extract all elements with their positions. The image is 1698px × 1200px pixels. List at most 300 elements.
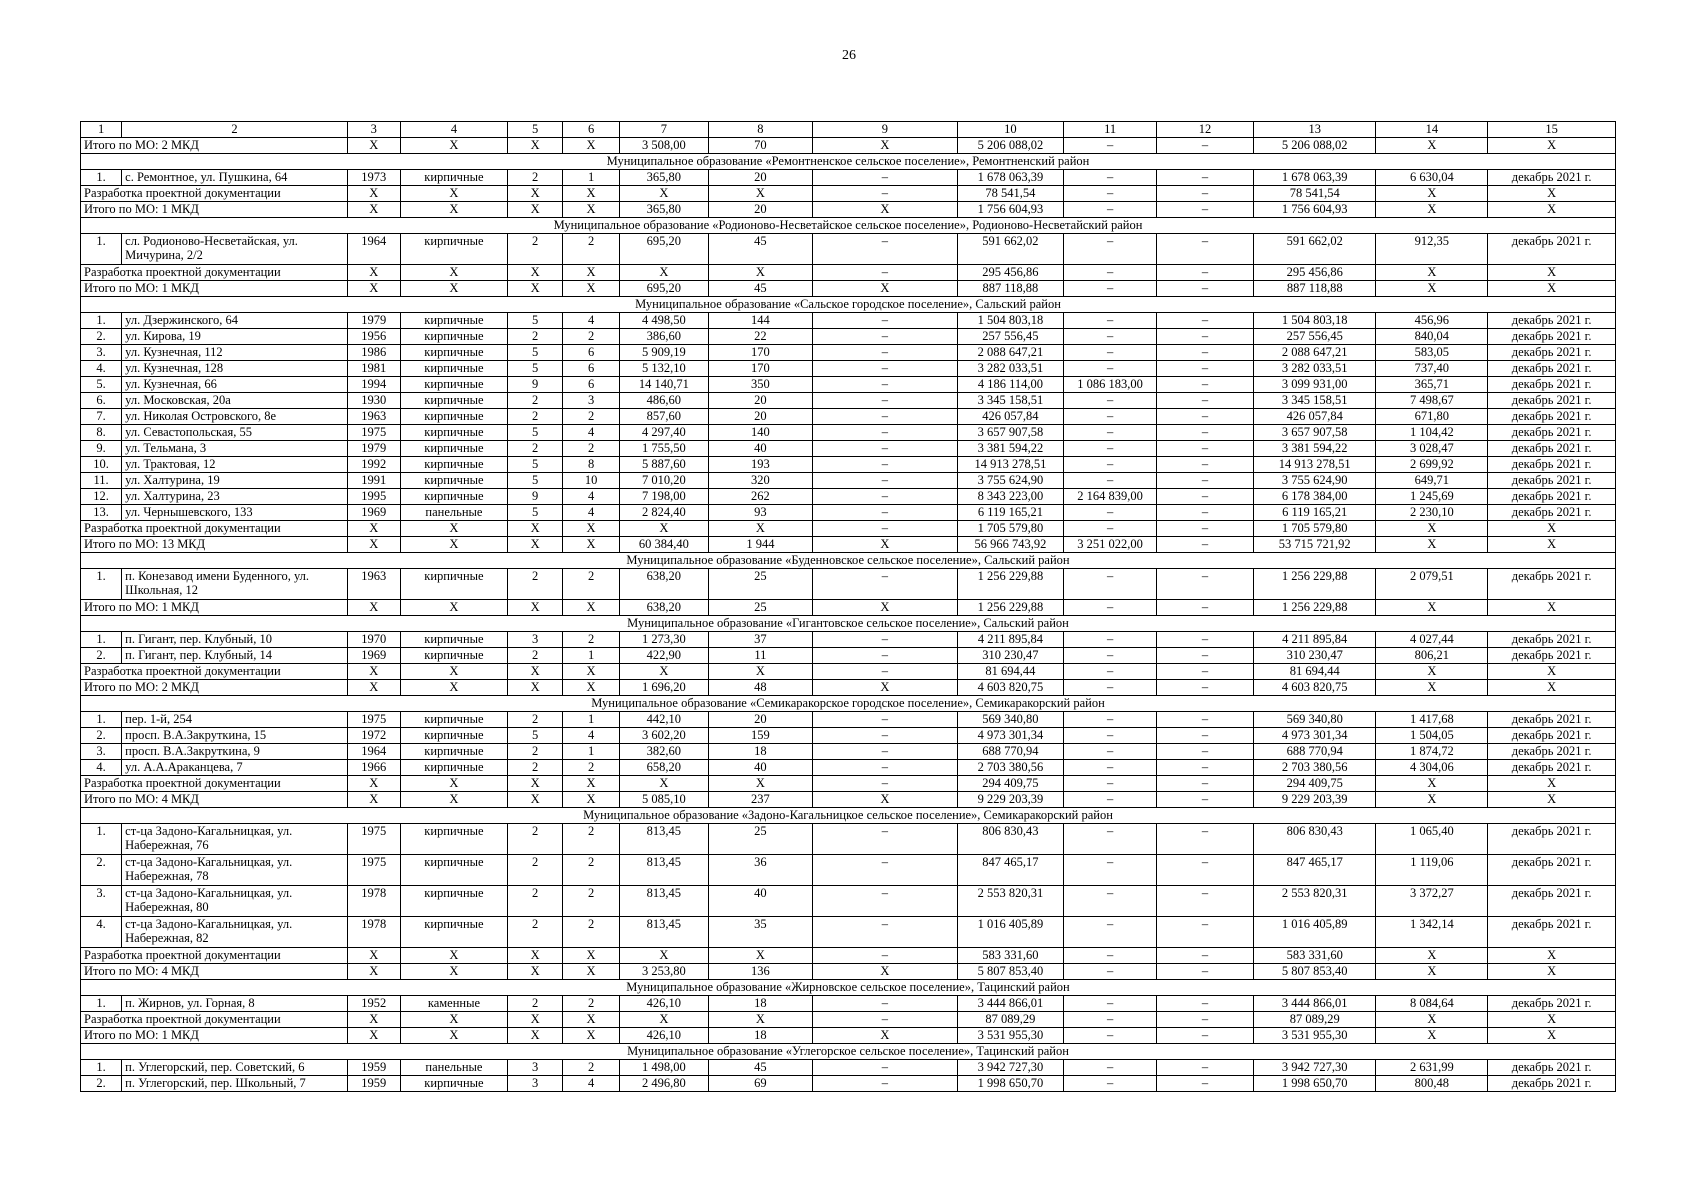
building-cell: декабрь 2021 г. [1488, 393, 1616, 409]
summary-cell: X [1376, 680, 1488, 696]
building-cell: 1966 [347, 760, 400, 776]
building-cell: 9 [508, 377, 563, 393]
summary-cell: X [400, 202, 508, 218]
building-cell: – [1064, 441, 1157, 457]
summary-cell: X [563, 600, 620, 616]
building-cell: – [1157, 313, 1254, 329]
building-cell: – [813, 329, 958, 345]
building-cell: 1 998 650,70 [1254, 1076, 1376, 1092]
building-cell: 2 164 839,00 [1064, 489, 1157, 505]
summary-label: Итого по МО: 1 МКД [81, 202, 348, 218]
summary-cell: – [1157, 948, 1254, 964]
building-cell: кирпичные [400, 569, 508, 600]
building-cell: 591 662,02 [1254, 234, 1376, 265]
building-cell: – [1064, 345, 1157, 361]
summary-cell: X [563, 1028, 620, 1044]
summary-cell: – [1064, 964, 1157, 980]
summary-cell: X [813, 964, 958, 980]
summary-cell: – [1157, 281, 1254, 297]
building-cell: 2 [563, 855, 620, 886]
column-number-row [81, 122, 1616, 138]
building-cell: 813,45 [620, 855, 709, 886]
building-cell: 2 [508, 329, 563, 345]
building-cell: 1 678 063,39 [1254, 170, 1376, 186]
building-cell: 4 498,50 [620, 313, 709, 329]
column-number-cell: 10 [957, 122, 1064, 138]
building-cell: – [1064, 886, 1157, 917]
row-number: 1. [81, 170, 122, 186]
building-cell: декабрь 2021 г. [1488, 457, 1616, 473]
building-cell: 1994 [347, 377, 400, 393]
summary-label: Разработка проектной документации [81, 1012, 348, 1028]
summary-cell: X [1488, 521, 1616, 537]
building-cell: 18 [708, 744, 812, 760]
building-row [81, 744, 1616, 760]
building-cell: кирпичные [400, 886, 508, 917]
building-cell: 36 [708, 855, 812, 886]
summary-cell: X [1488, 600, 1616, 616]
building-cell: – [1157, 345, 1254, 361]
building-cell: – [1157, 170, 1254, 186]
summary-cell: X [563, 680, 620, 696]
summary-cell: X [400, 948, 508, 964]
building-row [81, 441, 1616, 457]
municipality-section-row [81, 808, 1616, 824]
building-cell: 1991 [347, 473, 400, 489]
summary-cell: – [1064, 664, 1157, 680]
building-cell: 426 057,84 [957, 409, 1064, 425]
building-cell: – [1157, 473, 1254, 489]
building-row [81, 409, 1616, 425]
building-cell: – [1157, 855, 1254, 886]
building-cell: 3 755 624,90 [1254, 473, 1376, 489]
building-cell: 2 088 647,21 [957, 345, 1064, 361]
summary-cell: X [563, 792, 620, 808]
building-cell: 35 [708, 917, 812, 948]
building-cell: – [1064, 425, 1157, 441]
building-cell: 456,96 [1376, 313, 1488, 329]
building-cell: – [1157, 760, 1254, 776]
summary-row [81, 964, 1616, 980]
building-cell: декабрь 2021 г. [1488, 505, 1616, 521]
building-cell: – [1157, 505, 1254, 521]
summary-cell: X [508, 202, 563, 218]
building-cell: 193 [708, 457, 812, 473]
summary-cell: 1 705 579,80 [1254, 521, 1376, 537]
building-cell: 8 343 223,00 [957, 489, 1064, 505]
summary-cell: 3 508,00 [620, 138, 709, 154]
column-number-cell: 13 [1254, 122, 1376, 138]
summary-cell: X [708, 1012, 812, 1028]
building-cell: 2 699,92 [1376, 457, 1488, 473]
summary-cell: X [620, 521, 709, 537]
building-cell: – [813, 489, 958, 505]
building-address: ст-ца Задоно-Кагальницкая, ул. Набережная, 76 [122, 824, 348, 855]
summary-cell: X [563, 138, 620, 154]
building-cell: 3 381 594,22 [957, 441, 1064, 457]
building-cell: 2 [508, 760, 563, 776]
building-address: п. Конезавод имени Буденного, ул. Школьная, 12 [122, 569, 348, 600]
building-cell: 583,05 [1376, 345, 1488, 361]
summary-cell: 53 715 721,92 [1254, 537, 1376, 553]
building-cell: – [1157, 648, 1254, 664]
summary-cell: X [1376, 1012, 1488, 1028]
summary-cell: X [813, 600, 958, 616]
building-cell: 3 602,20 [620, 728, 709, 744]
building-cell: 8 084,64 [1376, 996, 1488, 1012]
row-number: 3. [81, 345, 122, 361]
municipality-section-row [81, 218, 1616, 234]
summary-row [81, 792, 1616, 808]
summary-row [81, 948, 1616, 964]
building-cell: – [813, 505, 958, 521]
building-cell: 170 [708, 345, 812, 361]
summary-cell: – [1064, 265, 1157, 281]
building-cell: 140 [708, 425, 812, 441]
summary-label: Разработка проектной документации [81, 664, 348, 680]
building-cell: кирпичные [400, 728, 508, 744]
summary-cell: 295 456,86 [1254, 265, 1376, 281]
building-cell: 3 444 866,01 [1254, 996, 1376, 1012]
building-cell: 20 [708, 170, 812, 186]
summary-cell: X [1376, 948, 1488, 964]
building-cell: 2 088 647,21 [1254, 345, 1376, 361]
building-cell: кирпичные [400, 441, 508, 457]
building-cell: 7 498,67 [1376, 393, 1488, 409]
summary-cell: X [1376, 1028, 1488, 1044]
building-cell: – [1157, 632, 1254, 648]
building-cell: 1975 [347, 425, 400, 441]
building-cell: 1 016 405,89 [1254, 917, 1376, 948]
municipality-section-row [81, 616, 1616, 632]
building-cell: 1 998 650,70 [957, 1076, 1064, 1092]
summary-cell: X [347, 1012, 400, 1028]
building-cell: 2 [508, 409, 563, 425]
summary-cell: 5 807 853,40 [1254, 964, 1376, 980]
building-cell: – [1064, 728, 1157, 744]
building-cell: 688 770,94 [1254, 744, 1376, 760]
building-cell: – [1157, 917, 1254, 948]
summary-cell: 426,10 [620, 1028, 709, 1044]
building-cell: 1981 [347, 361, 400, 377]
building-cell: – [1157, 441, 1254, 457]
summary-cell: X [813, 202, 958, 218]
summary-cell: X [508, 792, 563, 808]
row-number: 1. [81, 313, 122, 329]
building-row [81, 569, 1616, 600]
summary-cell: X [813, 537, 958, 553]
column-number-cell: 5 [508, 122, 563, 138]
building-cell: 3 372,27 [1376, 886, 1488, 917]
building-cell: декабрь 2021 г. [1488, 425, 1616, 441]
building-address: ул. Халтурина, 19 [122, 473, 348, 489]
summary-cell: 5 807 853,40 [957, 964, 1064, 980]
building-address: ст-ца Задоно-Кагальницкая, ул. Набережная, 78 [122, 855, 348, 886]
building-cell: 5 [508, 361, 563, 377]
row-number: 1. [81, 712, 122, 728]
building-cell: 8 [563, 457, 620, 473]
summary-cell: X [1376, 281, 1488, 297]
building-cell: 737,40 [1376, 361, 1488, 377]
building-cell: декабрь 2021 г. [1488, 744, 1616, 760]
row-number: 2. [81, 329, 122, 345]
building-cell: декабрь 2021 г. [1488, 1076, 1616, 1092]
summary-cell: X [400, 776, 508, 792]
building-cell: 2 [508, 170, 563, 186]
building-cell: – [813, 234, 958, 265]
building-row [81, 361, 1616, 377]
municipality-section-row [81, 696, 1616, 712]
building-cell: – [813, 996, 958, 1012]
column-number-cell: 2 [122, 122, 348, 138]
building-cell: 2 [508, 917, 563, 948]
building-row [81, 505, 1616, 521]
building-cell: декабрь 2021 г. [1488, 313, 1616, 329]
building-cell: – [1157, 712, 1254, 728]
building-cell: кирпичные [400, 648, 508, 664]
summary-row [81, 776, 1616, 792]
building-cell: – [813, 313, 958, 329]
summary-cell: X [1488, 680, 1616, 696]
building-cell: – [1157, 744, 1254, 760]
building-cell: 2 [563, 824, 620, 855]
summary-row [81, 186, 1616, 202]
building-cell: кирпичные [400, 457, 508, 473]
summary-cell: X [508, 521, 563, 537]
building-cell: декабрь 2021 г. [1488, 886, 1616, 917]
row-number: 4. [81, 760, 122, 776]
building-cell: 4 [563, 1076, 620, 1092]
building-cell: 4 027,44 [1376, 632, 1488, 648]
building-cell: 350 [708, 377, 812, 393]
building-row [81, 1076, 1616, 1092]
summary-row [81, 1028, 1616, 1044]
summary-cell: 4 603 820,75 [957, 680, 1064, 696]
summary-cell: X [508, 138, 563, 154]
summary-cell: X [563, 948, 620, 964]
building-cell: 912,35 [1376, 234, 1488, 265]
building-cell: – [813, 569, 958, 600]
building-cell: 1975 [347, 824, 400, 855]
building-cell: декабрь 2021 г. [1488, 569, 1616, 600]
summary-cell: X [400, 1028, 508, 1044]
summary-cell: 1 256 229,88 [1254, 600, 1376, 616]
building-cell: 3 028,47 [1376, 441, 1488, 457]
building-cell: 3 657 907,58 [1254, 425, 1376, 441]
building-cell: – [1064, 996, 1157, 1012]
building-cell: – [1064, 632, 1157, 648]
building-cell: 310 230,47 [1254, 648, 1376, 664]
building-cell: 3 381 594,22 [1254, 441, 1376, 457]
row-number: 1. [81, 996, 122, 1012]
building-cell: 2 [563, 886, 620, 917]
row-number: 2. [81, 728, 122, 744]
building-cell: 262 [708, 489, 812, 505]
building-cell: 2 553 820,31 [957, 886, 1064, 917]
summary-cell: – [1064, 600, 1157, 616]
summary-cell: – [1157, 680, 1254, 696]
building-cell: декабрь 2021 г. [1488, 712, 1616, 728]
summary-cell: X [508, 265, 563, 281]
summary-cell: X [400, 1012, 508, 1028]
summary-cell: X [347, 138, 400, 154]
building-cell: – [1157, 996, 1254, 1012]
summary-cell: X [508, 537, 563, 553]
building-address: сл. Родионово-Несветайская, ул. Мичурина, 2/2 [122, 234, 348, 265]
summary-cell: 87 089,29 [957, 1012, 1064, 1028]
building-row [81, 329, 1616, 345]
summary-cell: X [708, 265, 812, 281]
row-number: 6. [81, 393, 122, 409]
summary-cell: X [400, 537, 508, 553]
summary-cell: X [347, 664, 400, 680]
building-row [81, 728, 1616, 744]
building-cell: 20 [708, 393, 812, 409]
building-cell: кирпичные [400, 632, 508, 648]
summary-row [81, 281, 1616, 297]
building-cell: 7 010,20 [620, 473, 709, 489]
building-address: пер. 1-й, 254 [122, 712, 348, 728]
building-cell: 159 [708, 728, 812, 744]
building-cell: 1 065,40 [1376, 824, 1488, 855]
building-cell: кирпичные [400, 473, 508, 489]
summary-cell: X [347, 792, 400, 808]
building-cell: 486,60 [620, 393, 709, 409]
summary-label: Итого по МО: 2 МКД [81, 680, 348, 696]
building-cell: – [1064, 393, 1157, 409]
summary-cell: – [1064, 792, 1157, 808]
building-address: п. Гигант, пер. Клубный, 14 [122, 648, 348, 664]
building-cell: 365,71 [1376, 377, 1488, 393]
summary-cell: X [347, 202, 400, 218]
building-cell: – [813, 393, 958, 409]
building-cell: декабрь 2021 г. [1488, 234, 1616, 265]
building-cell: 2 230,10 [1376, 505, 1488, 521]
summary-cell: 295 456,86 [957, 265, 1064, 281]
building-cell: 1 498,00 [620, 1060, 709, 1076]
building-cell: кирпичные [400, 760, 508, 776]
building-cell: 2 [508, 824, 563, 855]
building-row [81, 760, 1616, 776]
building-cell: 4 [563, 425, 620, 441]
summary-cell: X [400, 792, 508, 808]
building-cell: 2 [508, 648, 563, 664]
building-cell: – [1064, 1076, 1157, 1092]
building-address: п. Углегорский, пер. Школьный, 7 [122, 1076, 348, 1092]
building-cell: 93 [708, 505, 812, 521]
summary-cell: 3 531 955,30 [957, 1028, 1064, 1044]
building-cell: 2 [508, 234, 563, 265]
building-cell: декабрь 2021 г. [1488, 632, 1616, 648]
building-cell: декабрь 2021 г. [1488, 489, 1616, 505]
building-cell: – [813, 1076, 958, 1092]
building-cell: 69 [708, 1076, 812, 1092]
row-number: 9. [81, 441, 122, 457]
building-cell: 14 913 278,51 [957, 457, 1064, 473]
building-cell: 2 [563, 234, 620, 265]
summary-cell: X [347, 1028, 400, 1044]
summary-cell: X [400, 600, 508, 616]
building-cell: – [1064, 329, 1157, 345]
summary-cell: – [1064, 521, 1157, 537]
building-cell: – [1157, 886, 1254, 917]
building-cell: 800,48 [1376, 1076, 1488, 1092]
summary-cell: 136 [708, 964, 812, 980]
building-cell: 365,80 [620, 170, 709, 186]
building-cell: 3 345 158,51 [957, 393, 1064, 409]
building-row [81, 457, 1616, 473]
summary-cell: – [1157, 521, 1254, 537]
building-cell: 1964 [347, 234, 400, 265]
row-number: 2. [81, 648, 122, 664]
row-number: 13. [81, 505, 122, 521]
summary-cell: X [563, 521, 620, 537]
building-cell: кирпичные [400, 361, 508, 377]
building-address: ул. Московская, 20а [122, 393, 348, 409]
building-address: с. Ремонтное, ул. Пушкина, 64 [122, 170, 348, 186]
building-cell: декабрь 2021 г. [1488, 648, 1616, 664]
summary-cell: X [400, 680, 508, 696]
summary-cell: X [347, 265, 400, 281]
building-cell: 4 973 301,34 [1254, 728, 1376, 744]
building-cell: 6 119 165,21 [1254, 505, 1376, 521]
building-cell: декабрь 2021 г. [1488, 361, 1616, 377]
summary-cell: 78 541,54 [1254, 186, 1376, 202]
building-cell: 3 099 931,00 [1254, 377, 1376, 393]
building-cell: декабрь 2021 г. [1488, 409, 1616, 425]
building-cell: – [1064, 234, 1157, 265]
building-cell: – [1064, 855, 1157, 886]
building-cell: – [1157, 377, 1254, 393]
summary-cell: X [1376, 265, 1488, 281]
building-cell: 2 [563, 917, 620, 948]
building-cell: – [1064, 648, 1157, 664]
municipality-section-row [81, 154, 1616, 170]
summary-cell: X [400, 138, 508, 154]
summary-label: Разработка проектной документации [81, 776, 348, 792]
building-cell: – [813, 648, 958, 664]
building-cell: 2 553 820,31 [1254, 886, 1376, 917]
building-row [81, 234, 1616, 265]
building-cell: декабрь 2021 г. [1488, 473, 1616, 489]
building-cell: 5 887,60 [620, 457, 709, 473]
building-cell: 11 [708, 648, 812, 664]
building-cell: 2 [508, 393, 563, 409]
building-cell: 591 662,02 [957, 234, 1064, 265]
summary-cell: X [347, 776, 400, 792]
building-cell: 806 830,43 [1254, 824, 1376, 855]
building-cell: – [1157, 393, 1254, 409]
building-cell: 5 [508, 505, 563, 521]
building-cell: – [1064, 917, 1157, 948]
summary-cell: X [563, 186, 620, 202]
summary-cell: 5 206 088,02 [957, 138, 1064, 154]
building-cell: 382,60 [620, 744, 709, 760]
building-cell: 4 [563, 489, 620, 505]
building-cell: кирпичные [400, 170, 508, 186]
summary-cell: – [813, 265, 958, 281]
summary-cell: X [620, 664, 709, 680]
summary-cell: X [620, 265, 709, 281]
municipality-title: Муниципальное образование «Гигантовское сельское поселение», Сальский район [81, 616, 1616, 632]
building-cell: 4 211 895,84 [957, 632, 1064, 648]
row-number: 1. [81, 569, 122, 600]
summary-cell: X [400, 186, 508, 202]
building-cell: 9 [508, 489, 563, 505]
building-row [81, 313, 1616, 329]
building-cell: 806,21 [1376, 648, 1488, 664]
building-row [81, 855, 1616, 886]
